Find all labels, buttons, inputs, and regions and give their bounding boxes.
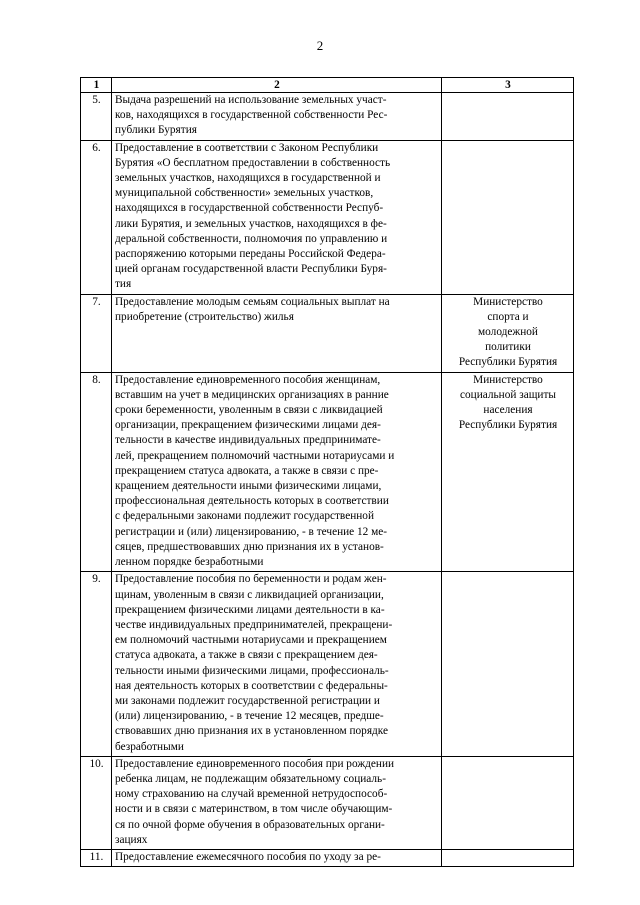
responsible-authority: Министерство спорта и молодежной политики Республики Бурятия xyxy=(458,295,558,369)
service-description: Предоставление молодым семьям социальных выплат на приобретение (строительство) жилья xyxy=(115,295,390,323)
service-description: Предоставление единовременного пособия женщинам, вставшим на учет в медицинских организациях в ранние сроки беременности, уволенным в связи с ликвидацией организации, прекращением физическими лицами дея- тельности в качестве индивидуальных предпринимате- лей, прекращением полномочий частными нотариусами и прекращением статуса адвоката, а также в связи с пре- кращением деятельности иными физическими лицами, профессиональная деятельность которых в соответствии с федеральными законами подлежит государственной регистрации и (или) лицензированию, - в течение 12 ме- сяцев, предшествовавших дню признания их в установ- ленном порядке безработными xyxy=(115,373,395,569)
table-row xyxy=(81,294,574,372)
service-description: Предоставление ежемесячного пособия по уходу за ре- xyxy=(115,850,381,863)
table-header-row xyxy=(81,78,574,93)
service-description: Предоставление единовременного пособия при рождении ребенка лицам, не подлежащим обязательному социаль- ному страхованию на случай временной нетрудоспособ- ности и в связи с материнством, в том числе обучающим- ся по очной форме обучения в образовательных органи- зациях xyxy=(115,757,395,846)
service-description: Предоставление в соответствии с Законом Республики Бурятия «О бесплатном предоставлении в собственность земельных участков, находящихся в государственной и муниципальной собственности» земельных участков, находящихся в государственной собственности Респуб- лики Бурятия, и земельных участков, находящихся в фе- деральной собственности, полномочия по управлению и распоряжению которыми переданы Российской Федера- цией органам государственной власти Республики Буря- тия xyxy=(115,141,391,291)
responsible-authority: Министерство социальной защиты населения Республики Бурятия xyxy=(458,373,558,432)
row-number: 6. xyxy=(81,140,112,294)
service-description: Выдача разрешений на использование земельных участ- ков, находящихся в государственной собственности Рес- публики Бурятия xyxy=(115,94,388,137)
column-header-3: 3 xyxy=(442,78,574,93)
column-header-2: 2 xyxy=(112,78,442,93)
table-row xyxy=(81,572,574,756)
row-number: 8. xyxy=(81,372,112,572)
table-row xyxy=(81,372,574,572)
table-row xyxy=(81,93,574,141)
service-description: Предоставление пособия по беременности и родам жен- щинам, уволенным в связи с ликвидацией организации, прекращением физическими лицами деятельности в ка- честве индивидуальных предпринимателей, прекращени- ем полномочий частными нотариусами и прекращением статуса адвоката, а также в связи с прекращением дея- тельности иными физическими лицами, профессиональ- ная деятельность которых в соответствии с федеральны- ми законами подлежит государственной регистрации и (или) лицензированию, - в течение 12 месяцев, предше- ствовавших дню признания их в установленном порядке безработными xyxy=(115,573,393,753)
row-number: 10. xyxy=(81,756,112,849)
row-number: 11. xyxy=(81,849,112,866)
row-number: 9. xyxy=(81,572,112,756)
services-table xyxy=(80,77,574,867)
row-number: 7. xyxy=(81,294,112,372)
column-header-1: 1 xyxy=(81,78,112,93)
table-row xyxy=(81,140,574,294)
table-row xyxy=(81,756,574,849)
page-number: 2 xyxy=(316,38,324,53)
row-number: 5. xyxy=(81,93,112,141)
table-row xyxy=(81,849,574,866)
